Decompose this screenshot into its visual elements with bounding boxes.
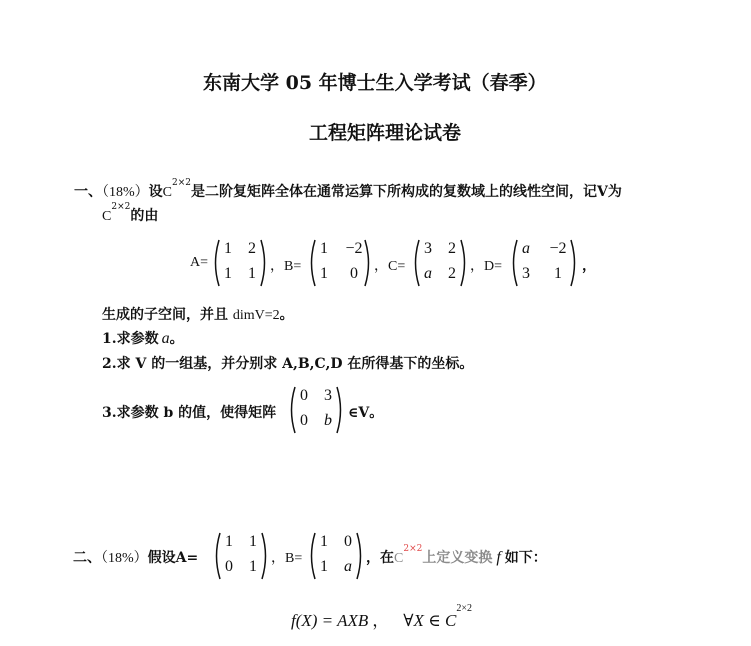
matrix-b-cell: 1 bbox=[320, 240, 328, 257]
q2-on-prefix: ，在 bbox=[366, 550, 394, 566]
matrix-d-cell: −2 bbox=[549, 240, 567, 257]
part-1-prefix: 1.求参数 bbox=[102, 331, 159, 347]
matrix-q2-b-cell: 1 bbox=[320, 533, 328, 550]
matrix-p3-cell: 0 bbox=[300, 412, 308, 429]
q2-space-superscript: 2×2 bbox=[403, 544, 423, 554]
formula bbox=[291, 603, 472, 631]
q1-line2-b: 的由 bbox=[130, 208, 159, 224]
part-1 bbox=[102, 328, 184, 348]
matrix-d-cell: a bbox=[522, 240, 530, 257]
q1-number: 一、 bbox=[74, 184, 102, 200]
part-1-var: a bbox=[161, 330, 170, 347]
dim-text: dimV=2 bbox=[232, 308, 280, 323]
matrix-b bbox=[306, 237, 374, 289]
matrix-c-cell: a bbox=[424, 265, 432, 282]
formula-lhs: f(X) = AXB bbox=[291, 611, 369, 630]
part-3-prefix: 3.求参数 b 的值，使得矩阵 bbox=[102, 405, 277, 421]
matrix-c bbox=[410, 237, 470, 289]
subspace-line bbox=[102, 304, 294, 324]
matrix-q2-b bbox=[306, 530, 366, 582]
q1-intro-b: 是二阶复矩阵全体在通常运算下所构成的复数域上的线性空间，记V为 bbox=[191, 184, 622, 200]
q2-score: （18%） bbox=[101, 551, 148, 566]
matrix-b-cell: −2 bbox=[345, 240, 363, 257]
space-superscript-2: 2×2 bbox=[111, 202, 131, 212]
matrix-row-tail: ， bbox=[582, 258, 596, 274]
formula-sep: ， bbox=[372, 611, 390, 630]
matrix-q2-a bbox=[211, 530, 271, 582]
matrix-q2-b-cell: 1 bbox=[320, 558, 328, 575]
space-superscript: 2×2 bbox=[172, 178, 192, 188]
q2-on-suffix: 上定义变换 bbox=[422, 550, 493, 566]
matrix-q2-a-cell: 1 bbox=[225, 533, 233, 550]
matrix-q2-b-cell: a bbox=[344, 558, 352, 575]
formula-superscript: 2×2 bbox=[456, 603, 472, 614]
matrix-c-cell: 3 bbox=[424, 240, 432, 257]
matrix-c-cell: 2 bbox=[448, 265, 456, 282]
subspace-text: 生成的子空间，并且 bbox=[102, 307, 228, 323]
matrix-c-cell: 2 bbox=[448, 240, 456, 257]
q1-score: （18%） bbox=[102, 185, 149, 200]
matrix-d-label: ，D= bbox=[470, 259, 503, 274]
matrix-a-label: A= bbox=[190, 255, 209, 270]
matrix-a-cell: 1 bbox=[224, 240, 232, 257]
part-2: 2.求 V 的一组基，并分别求 A,B,C,D 在所得基下的坐标。 bbox=[102, 356, 474, 372]
q2-assume: 假设A= bbox=[147, 550, 199, 566]
q1-statement-line1 bbox=[74, 178, 622, 201]
matrix-p3-cell: 3 bbox=[324, 387, 332, 404]
q1-statement-line2 bbox=[102, 202, 159, 225]
matrix-a bbox=[210, 237, 270, 289]
matrix-b-cell: 1 bbox=[320, 265, 328, 282]
q2-space-symbol: C bbox=[394, 551, 404, 566]
formula-forall: ∀X ∈ C bbox=[403, 611, 457, 630]
exam-title: 东南大学 05 年博士生入学考试（春季） bbox=[203, 72, 547, 94]
q2-as-follows: 如下： bbox=[504, 550, 547, 566]
space-symbol-2: C bbox=[102, 209, 112, 224]
matrix-c-label: ，C= bbox=[374, 259, 406, 274]
part-3-suffix: ∈V。 bbox=[348, 405, 384, 421]
q2-lead bbox=[73, 547, 198, 567]
matrix-d-cell: 3 bbox=[522, 265, 530, 282]
q2-b-label: ，B= bbox=[271, 551, 303, 566]
q2-definition bbox=[366, 544, 547, 567]
matrix-q2-b-cell: 0 bbox=[344, 533, 352, 550]
matrix-a-cell: 1 bbox=[248, 265, 256, 282]
matrix-a-cell: 2 bbox=[248, 240, 256, 257]
matrix-p3-cell: 0 bbox=[300, 387, 308, 404]
space-symbol: C bbox=[162, 185, 173, 200]
matrix-q2-a-cell: 1 bbox=[249, 558, 257, 575]
exam-subtitle: 工程矩阵理论试卷 bbox=[309, 122, 462, 144]
matrix-q2-a-cell: 0 bbox=[225, 558, 233, 575]
matrix-p3-cell: b bbox=[324, 412, 332, 429]
part-1-suffix: 。 bbox=[169, 331, 184, 347]
subspace-period: 。 bbox=[279, 307, 294, 323]
matrix-a-cell: 1 bbox=[224, 265, 232, 282]
matrix-d-cell: 1 bbox=[554, 265, 562, 282]
matrix-b-label: ，B= bbox=[270, 259, 302, 274]
matrix-d bbox=[508, 237, 580, 289]
matrix-q2-a-cell: 1 bbox=[249, 533, 257, 550]
matrix-b-cell: 0 bbox=[350, 265, 358, 282]
q2-f: f bbox=[496, 549, 501, 566]
q2-number: 二、 bbox=[73, 550, 101, 566]
q1-intro-a: 设 bbox=[148, 184, 163, 200]
matrix-p3 bbox=[286, 384, 346, 436]
